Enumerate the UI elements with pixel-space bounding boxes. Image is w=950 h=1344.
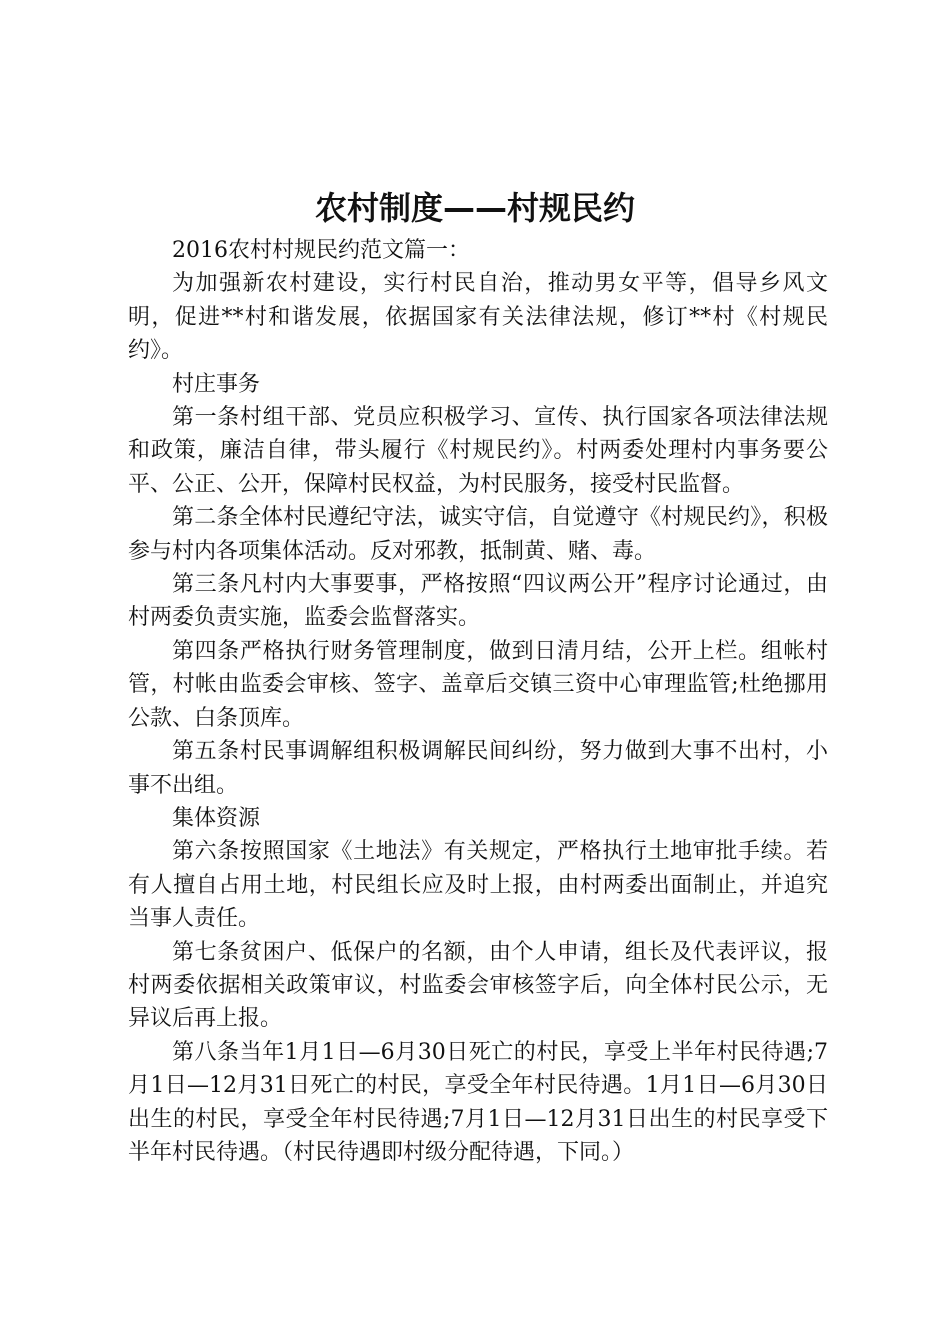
- article-8: 第八条当年1月1日—6月30日死亡的村民，享受上半年村民待遇;7月1日—12月31日死亡的村民，享受全年村民待遇。1月1日—6月30日出生的村民，享受全年村民待遇;7月1日—12月31日出生的村民享受下半年村民待遇。（村民待遇即村级分配待遇，下同。）: [128, 1039, 828, 1165]
- section-heading-collective-resources: 集体资源: [172, 805, 261, 831]
- article-5: 第五条村民事调解组积极调解民间纠纷，努力做到大事不出村，小事不出组。: [128, 739, 828, 798]
- section-heading-village-affairs: 村庄事务: [172, 371, 261, 397]
- article-2: 第二条全体村民遵纪守法，诚实守信，自觉遵守《村规民约》，积极参与村内各项集体活动。反对邪教，抵制黄、赌、毒。: [128, 505, 828, 564]
- article-6: 第六条按照国家《土地法》有关规定，严格执行土地审批手续。若有人擅自占用土地，村民组长应及时上报，由村两委出面制止，并追究当事人责任。: [128, 839, 828, 932]
- article-1: 第一条村组干部、党员应积极学习、宣传、执行国家各项法律法规和政策，廉洁自律，带头履行《村规民约》。村两委处理村内事务要公平、公正、公开，保障村民权益，为村民服务，接受村民监督。: [128, 405, 828, 497]
- paragraph-preamble: 为加强新农村建设，实行村民自治，推动男女平等，倡导乡风文明，促进**村和谐发展，依据国家有关法律法规，修订**村《村规民约》。: [128, 271, 828, 364]
- article-4: 第四条严格执行财务管理制度，做到日清月结，公开上栏。组帐村管，村帐由监委会审核、签字、盖章后交镇三资中心审理监管;杜绝挪用公款、白条顶库。: [128, 638, 828, 731]
- article-3: 第三条凡村内大事要事，严格按照“四议两公开”程序讨论通过，由村两委负责实施，监委会监督落实。: [128, 572, 828, 631]
- paragraph-intro-heading: 2016农村村规民约范文篇一：: [172, 238, 470, 263]
- document-title: 农村制度——村规民约: [314, 189, 635, 227]
- article-7: 第七条贫困户、低保户的名额，由个人申请，组长及代表评议，报村两委依据相关政策审议，村监委会审核签字后，向全体村民公示，无异议后再上报。: [128, 939, 828, 1032]
- document-body: [128, 234, 828, 1169]
